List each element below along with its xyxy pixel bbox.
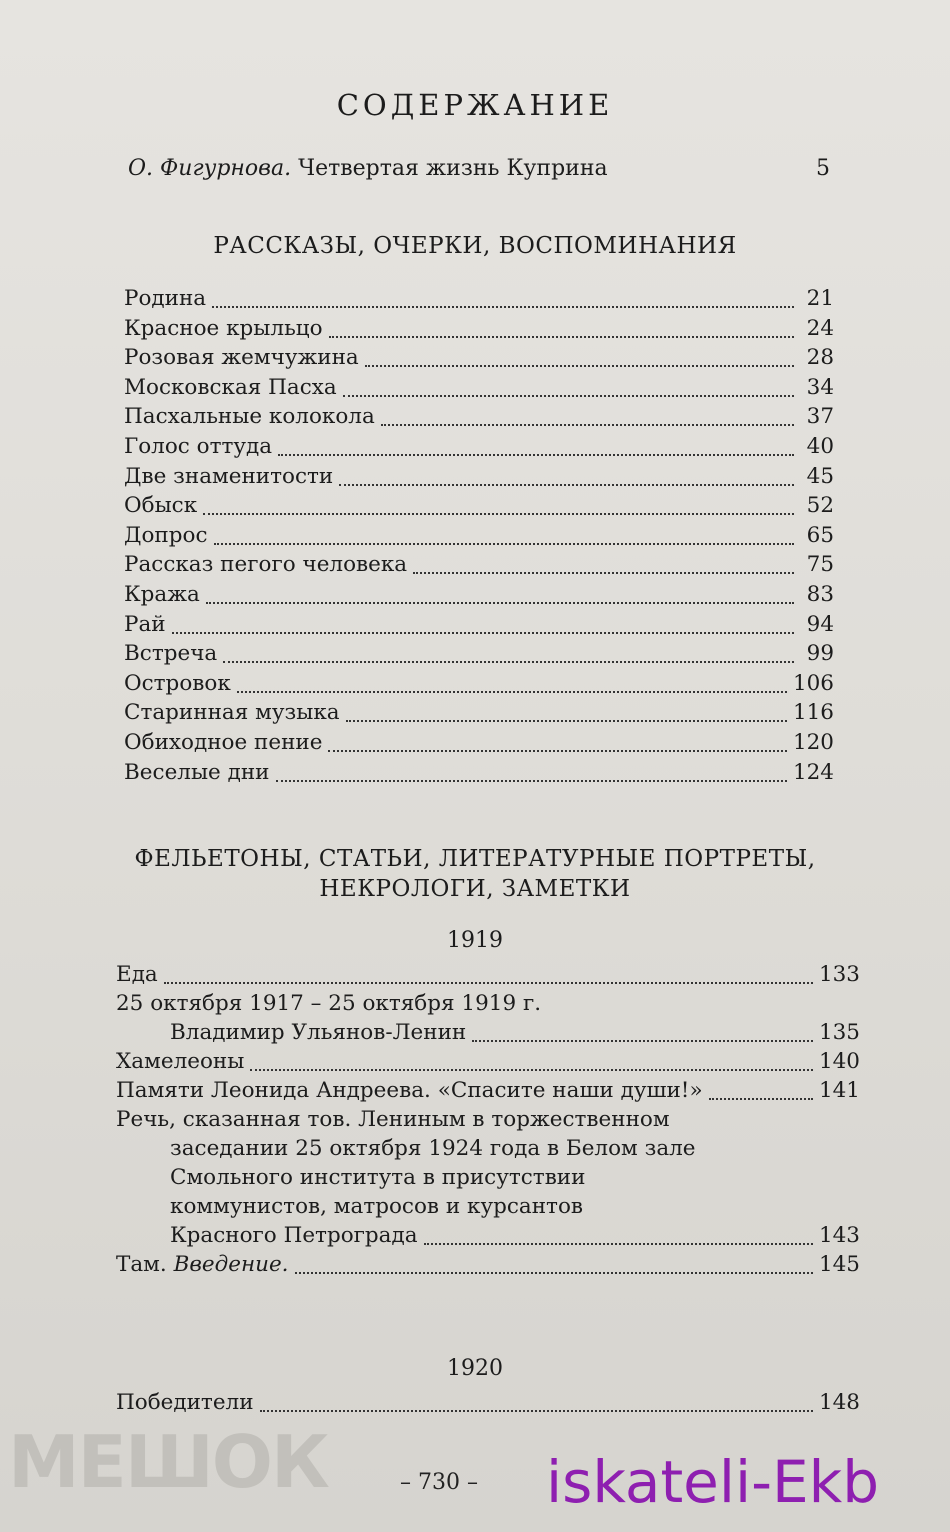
section2-heading-line1: ФЕЛЬЕТОНЫ, СТАТЬИ, ЛИТЕРАТУРНЫЕ ПОРТРЕТЫ,	[134, 846, 816, 872]
dot-leader	[709, 1097, 813, 1100]
entry-page: 106	[792, 670, 834, 696]
dot-leader	[424, 1242, 813, 1245]
entry-page: 120	[792, 730, 834, 755]
toc-entry	[170, 1223, 860, 1252]
entry-page: 140	[818, 1049, 860, 1074]
toc-entry-line	[170, 1136, 860, 1165]
toc-entry	[124, 641, 834, 670]
toc-entry-line	[170, 1165, 860, 1194]
toc-entry	[124, 345, 834, 374]
section1-list	[124, 286, 834, 796]
dot-leader	[329, 335, 794, 338]
entry-title: Памяти Леонида Андреева. «Спасите наши души!»	[116, 1078, 703, 1103]
toc-entry	[116, 1390, 860, 1419]
entry-page: 124	[792, 759, 834, 785]
toc-entry	[170, 1020, 860, 1049]
entry-title: Розовая жемчужина	[124, 345, 359, 371]
entry-title: коммунистов, матросов и курсантов	[170, 1194, 584, 1219]
entry-title-b: Введение.	[173, 1252, 289, 1277]
dot-leader	[413, 571, 794, 574]
entry-title: Речь, сказанная тов. Лениным в торжественном	[116, 1107, 670, 1132]
entry-title: 25 октября 1917 – 25 октября 1919 г.	[116, 991, 542, 1016]
entry-page: 83	[806, 582, 834, 607]
entry-page: 21	[806, 286, 834, 311]
toc-entry	[124, 582, 834, 611]
entry-page: 40	[806, 434, 834, 459]
dot-leader	[365, 364, 794, 367]
entry-page: 145	[818, 1252, 860, 1277]
watermark-logo: МЕШОК	[8, 1420, 328, 1504]
entry-title: Хамелеоны	[116, 1049, 245, 1074]
entry-title	[116, 1252, 289, 1277]
toc-entry-line	[116, 1107, 860, 1136]
entry-title: Красное крыльцо	[124, 315, 323, 341]
toc-entry	[124, 700, 834, 729]
entry-title: Родина	[124, 286, 207, 311]
intro-title: Четвертая жизнь Куприна	[298, 156, 608, 181]
toc-entry-line	[170, 1194, 860, 1223]
section2-1919-list	[116, 962, 860, 1312]
intro-author: О. Фигурнова.	[128, 156, 292, 181]
entry-title: Рассказ пегого человека	[124, 552, 408, 578]
entry-page: 24	[806, 315, 834, 341]
toc-entry	[124, 464, 834, 493]
entry-page: 94	[806, 611, 834, 637]
toc-entry	[124, 760, 834, 789]
entry-page: 28	[806, 345, 834, 371]
dot-leader	[164, 981, 813, 984]
toc-entry	[124, 493, 834, 522]
dot-leader	[381, 423, 794, 426]
entry-title: Смольного института в присутствии	[170, 1165, 586, 1190]
entry-title: Две знаменитости	[124, 463, 334, 489]
entry-page: 141	[818, 1078, 860, 1103]
toc-entry	[124, 434, 834, 463]
section2-heading-line2: НЕКРОЛОГИ, ЗАМЕТКИ	[319, 876, 631, 902]
entry-page: 99	[806, 641, 834, 667]
toc-entry	[116, 1078, 860, 1107]
entry-page: 148	[818, 1390, 860, 1415]
dot-leader	[237, 690, 787, 693]
dot-leader	[203, 512, 794, 515]
entry-title: Красного Петрограда	[170, 1223, 418, 1248]
toc-entry	[124, 404, 834, 433]
entry-title: Владимир Ульянов-Ленин	[170, 1020, 467, 1045]
entry-title-a: Там.	[116, 1252, 167, 1277]
dot-leader	[223, 660, 794, 663]
entry-title: Островок	[124, 670, 231, 696]
entry-title: Кража	[124, 582, 200, 607]
entry-page: 133	[818, 962, 860, 987]
dot-leader	[343, 394, 794, 397]
entry-title: Голос оттуда	[124, 434, 273, 459]
dot-leader	[212, 305, 794, 308]
entry-title: Рай	[124, 611, 166, 637]
dot-leader	[276, 779, 787, 782]
entry-page: 65	[806, 522, 834, 548]
toc-entry-line	[116, 991, 860, 1020]
toc-entry	[116, 1049, 860, 1078]
dot-leader	[250, 1068, 813, 1071]
dot-leader	[172, 631, 794, 634]
page-number: – 730 –	[400, 1470, 478, 1495]
entry-title: Еда	[116, 962, 158, 987]
entry-page: 37	[806, 404, 834, 430]
toc-intro-entry	[128, 156, 830, 181]
section1-heading: РАССКАЗЫ, ОЧЕРКИ, ВОСПОМИНАНИЯ	[213, 233, 737, 259]
dot-leader	[346, 719, 787, 722]
entry-page: 75	[806, 552, 834, 578]
toc-entry	[124, 671, 834, 700]
toc-entry	[116, 962, 860, 991]
dot-leader	[214, 542, 794, 545]
toc-entry	[124, 552, 834, 581]
toc-entry	[124, 286, 834, 315]
entry-page: 52	[806, 493, 834, 519]
entry-page: 34	[806, 374, 834, 400]
entry-page: 143	[818, 1223, 860, 1248]
toc-entry	[116, 1252, 860, 1281]
toc-entry	[124, 316, 834, 345]
watermark-seller: iskateli-Ekb	[546, 1448, 880, 1516]
entry-title: Обыск	[124, 493, 198, 519]
entry-title: Старинная музыка	[124, 700, 340, 726]
page-title: СОДЕРЖАНИЕ	[336, 88, 614, 122]
entry-page: 135	[818, 1020, 860, 1045]
dot-leader	[472, 1039, 813, 1042]
entry-title: Обиходное пение	[124, 730, 323, 755]
entry-title: Пасхальные колокола	[124, 404, 375, 430]
entry-page: 45	[806, 463, 834, 489]
toc-entry	[124, 730, 834, 759]
toc-entry	[124, 523, 834, 552]
toc-entry	[124, 375, 834, 404]
entry-page: 116	[792, 700, 834, 726]
entry-title: заседании 25 октября 1924 года в Белом зале	[170, 1136, 696, 1161]
entry-title: Встреча	[124, 641, 218, 667]
dot-leader	[328, 749, 786, 752]
entry-title: Московская Пасха	[124, 374, 337, 400]
dot-leader	[339, 483, 794, 486]
toc-entry	[124, 612, 834, 641]
dot-leader	[206, 601, 794, 604]
entry-title: Победители	[116, 1390, 254, 1415]
entry-title: Веселые дни	[124, 759, 270, 785]
intro-page: 5	[816, 156, 830, 181]
dot-leader	[260, 1409, 813, 1412]
dot-leader	[278, 453, 794, 456]
year-1919: 1919	[447, 928, 503, 953]
entry-title: Допрос	[124, 522, 208, 548]
dot-leader	[295, 1271, 813, 1274]
year-1920: 1920	[447, 1356, 503, 1381]
